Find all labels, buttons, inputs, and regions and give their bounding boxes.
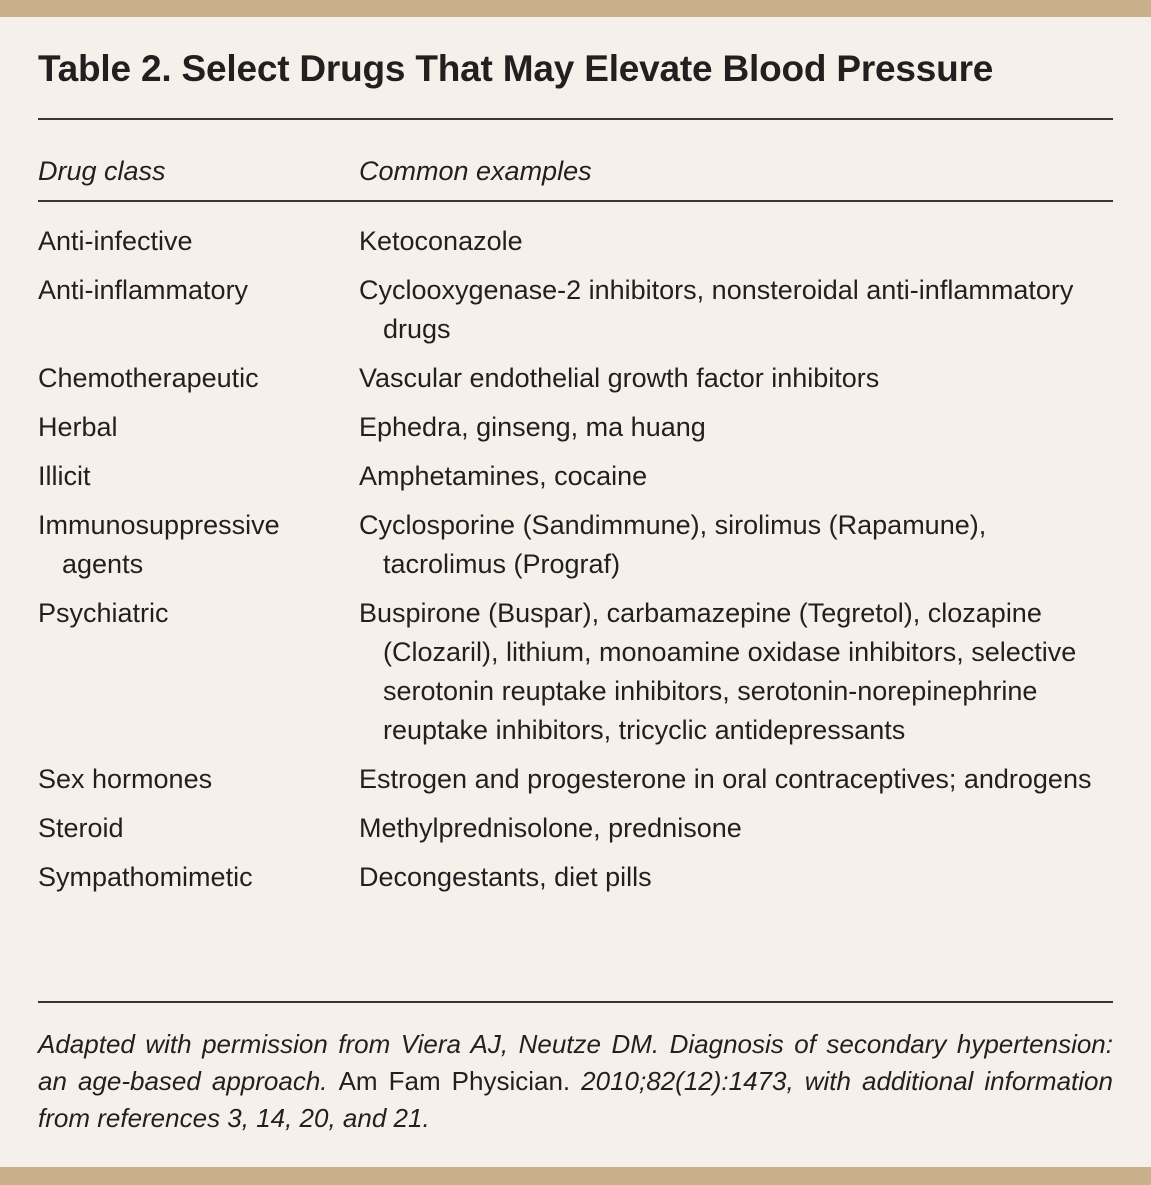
top-band (0, 0, 1151, 17)
examples-cell: Vascular endothelial growth factor inhibitors (359, 363, 880, 393)
table-row (38, 222, 1113, 271)
examples-cell: Ephedra, ginseng, ma huang (359, 412, 706, 442)
table-row (38, 408, 1113, 457)
table-row (38, 457, 1113, 506)
drug-class-cell: Illicit (38, 461, 91, 491)
bottom-band (0, 1167, 1151, 1185)
table-row (38, 858, 1113, 907)
table-row (38, 271, 1113, 359)
footnote (38, 1026, 1113, 1137)
table-row (38, 359, 1113, 408)
header-rule (38, 200, 1113, 202)
examples-cell: Decongestants, diet pills (359, 862, 652, 892)
table-title: Table 2. Select Drugs That May Elevate Blood Pressure (38, 48, 994, 89)
examples-cell: Cyclooxygenase-2 inhibitors, nonsteroidal anti-inflammatory drugs (359, 275, 1074, 344)
table-row (38, 594, 1113, 760)
drug-class-cell: Steroid (38, 813, 124, 843)
footnote-source: Adapted with permission from Viera AJ, Neutze DM. Diagnosis of secondary hypertension: an age-based approach. (38, 1029, 1113, 1096)
table-row (38, 809, 1113, 858)
bottom-rule (38, 1001, 1113, 1003)
drug-table (38, 222, 1113, 907)
examples-cell: Estrogen and progesterone in oral contraceptives; androgens (359, 764, 1092, 794)
drug-class-cell: Anti-inflammatory (38, 275, 249, 305)
table-row (38, 760, 1113, 809)
drug-class-cell: Sex hormones (38, 764, 213, 794)
drug-class-cell: Chemotherapeutic (38, 363, 259, 393)
table-row (38, 506, 1113, 594)
drug-class-cell: Anti-infective (38, 226, 193, 256)
footnote-journal: Am Fam Physician. (338, 1066, 571, 1096)
footnote-citation: 2010;82(12):1473, with additional information from references 3, 14, 20, and 21. (38, 1066, 1113, 1133)
examples-cell: Buspirone (Buspar), carbamazepine (Tegretol), clozapine (Clozaril), lithium, monoamine oxidase inhibitors, selective serotonin reuptake inhibitors, serotonin-norepinephrine reuptake inhibitors, tricyclic antidepressants (359, 598, 1077, 745)
examples-cell: Amphetamines, cocaine (359, 461, 648, 491)
drug-class-cell: Immunosuppressive agents (38, 510, 280, 579)
header-drug-class: Drug class (38, 156, 166, 186)
drug-class-cell: Psychiatric (38, 598, 169, 628)
examples-cell: Methylprednisolone, prednisone (359, 813, 742, 843)
examples-cell: Ketoconazole (359, 226, 523, 256)
drug-class-cell: Herbal (38, 412, 118, 442)
drug-class-cell: Sympathomimetic (38, 862, 253, 892)
examples-cell: Cyclosporine (Sandimmune), sirolimus (Rapamune), tacrolimus (Prograf) (359, 510, 987, 579)
header-examples: Common examples (359, 156, 592, 186)
title-rule (38, 118, 1113, 120)
